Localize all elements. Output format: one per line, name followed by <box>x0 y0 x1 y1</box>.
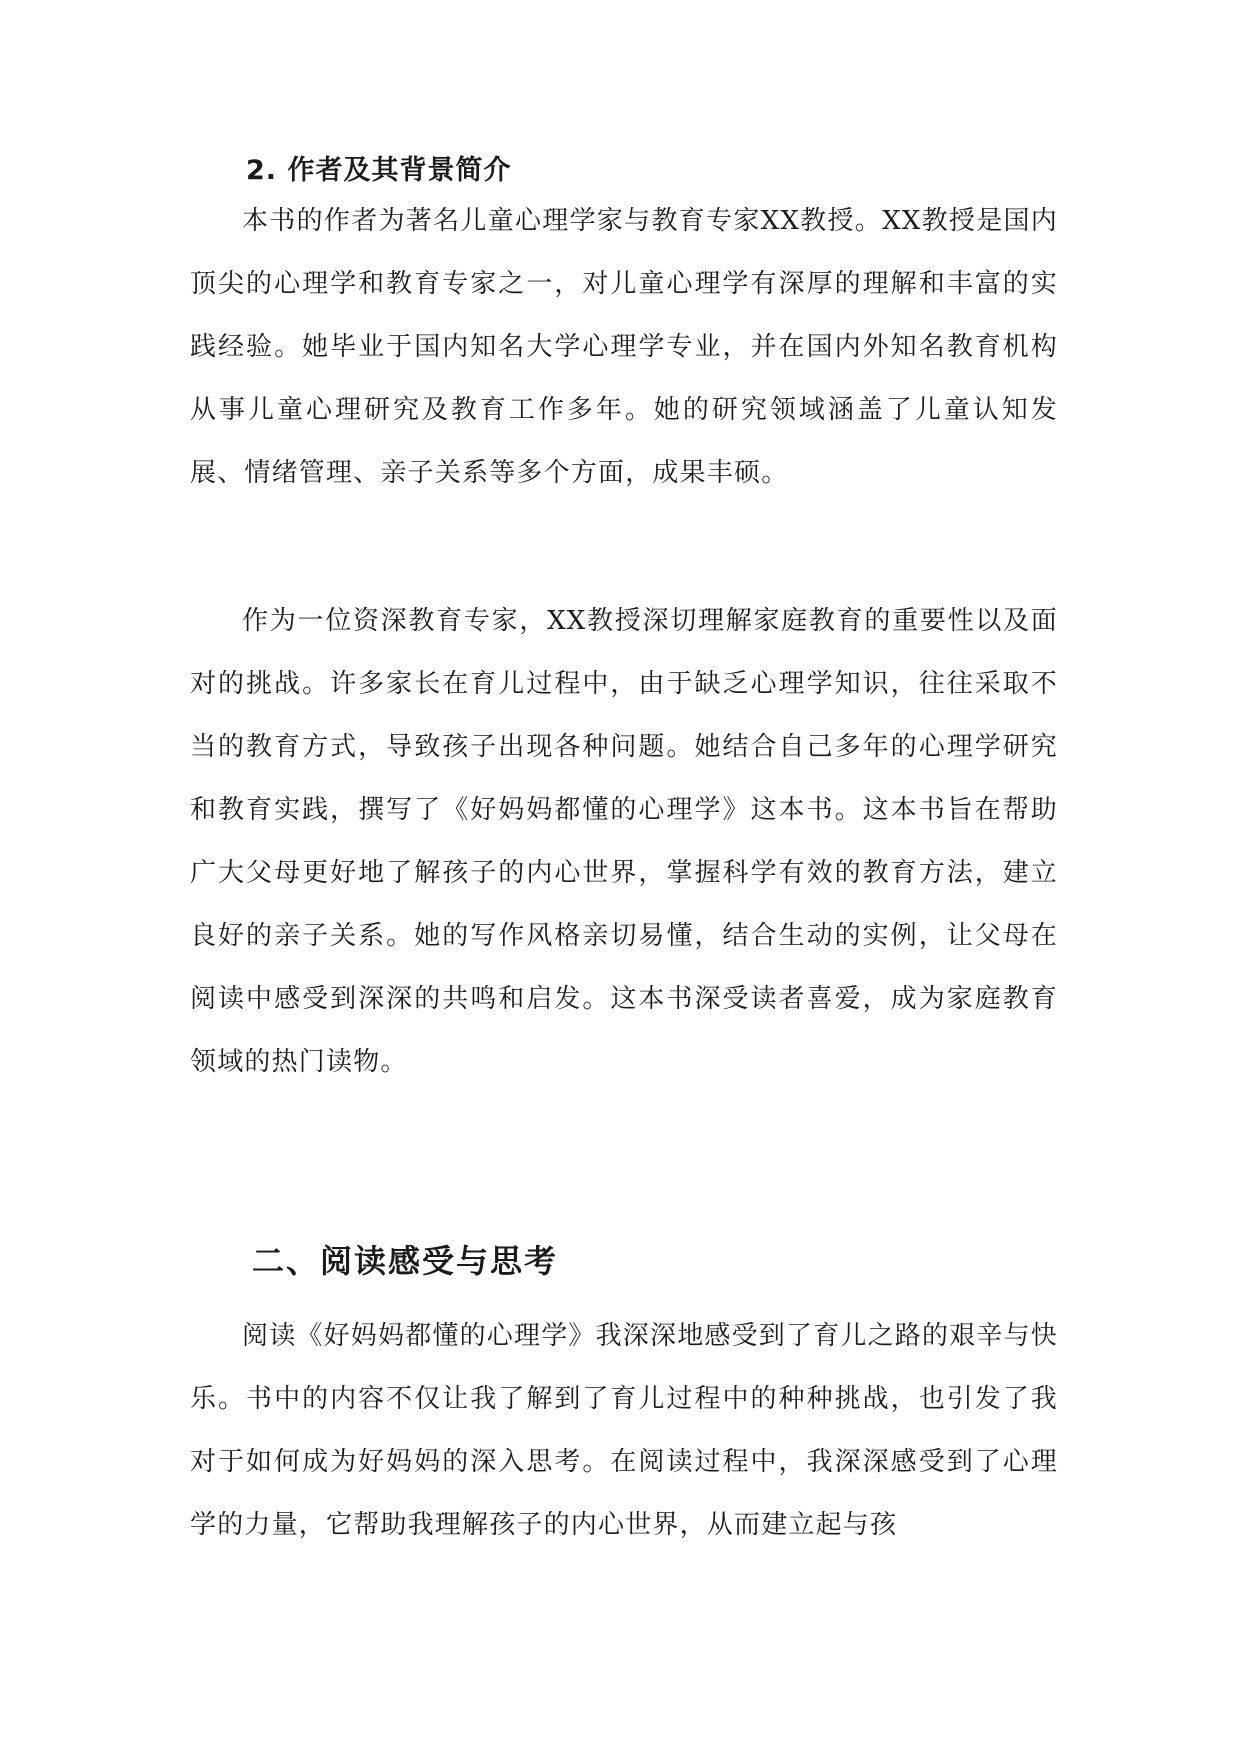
paragraph-author-background: 作为一位资深教育专家，XX教授深切理解家庭教育的重要性以及面对的挑战。许多家长在育儿过程中，由于缺乏心理学知识，往往采取不当的教育方式，导致孩子出现各种问题。她结合自己多年的心理学研究和教育实践，撰写了《好妈妈都懂的心理学》这本书。这本书旨在帮助广大父母更好地了解孩子的内心世界，掌握科学有效的教育方法，建立良好的亲子关系。她的写作风格亲切易懂，结合生动的实例，让父母在阅读中感受到深深的共鸣和启发。这本书深受读者喜爱，成为家庭教育领域的热门读物。 <box>190 606 1058 1077</box>
subsection-title: 2. 作者及其背景简介 <box>246 155 512 186</box>
paragraph-reading-reflection: 阅读《好妈妈都懂的心理学》我深深地感受到了育儿之路的艰辛与快乐。书中的内容不仅让我了解到了育儿过程中的种种挑战，也引发了我对于如何成为好妈妈的深入思考。在阅读过程中，我深深感受到了心理学的力量，它帮助我理解孩子的内心世界，从而建立起与孩 <box>190 1321 1058 1540</box>
paragraph-author-intro: 本书的作者为著名儿童心理学家与教育专家XX教授。XX教授是国内顶尖的心理学和教育专家之一，对儿童心理学有深厚的理解和丰富的实践经验。她毕业于国内知名大学心理学专业，并在国内外知名教育机构从事儿童心理研究及教育工作多年。她的研究领域涵盖了儿童认知发展、情绪管理、亲子关系等多个方面，成果丰硕。 <box>190 206 1058 488</box>
section-title: 二、阅读感受与思考 <box>252 1242 559 1280</box>
